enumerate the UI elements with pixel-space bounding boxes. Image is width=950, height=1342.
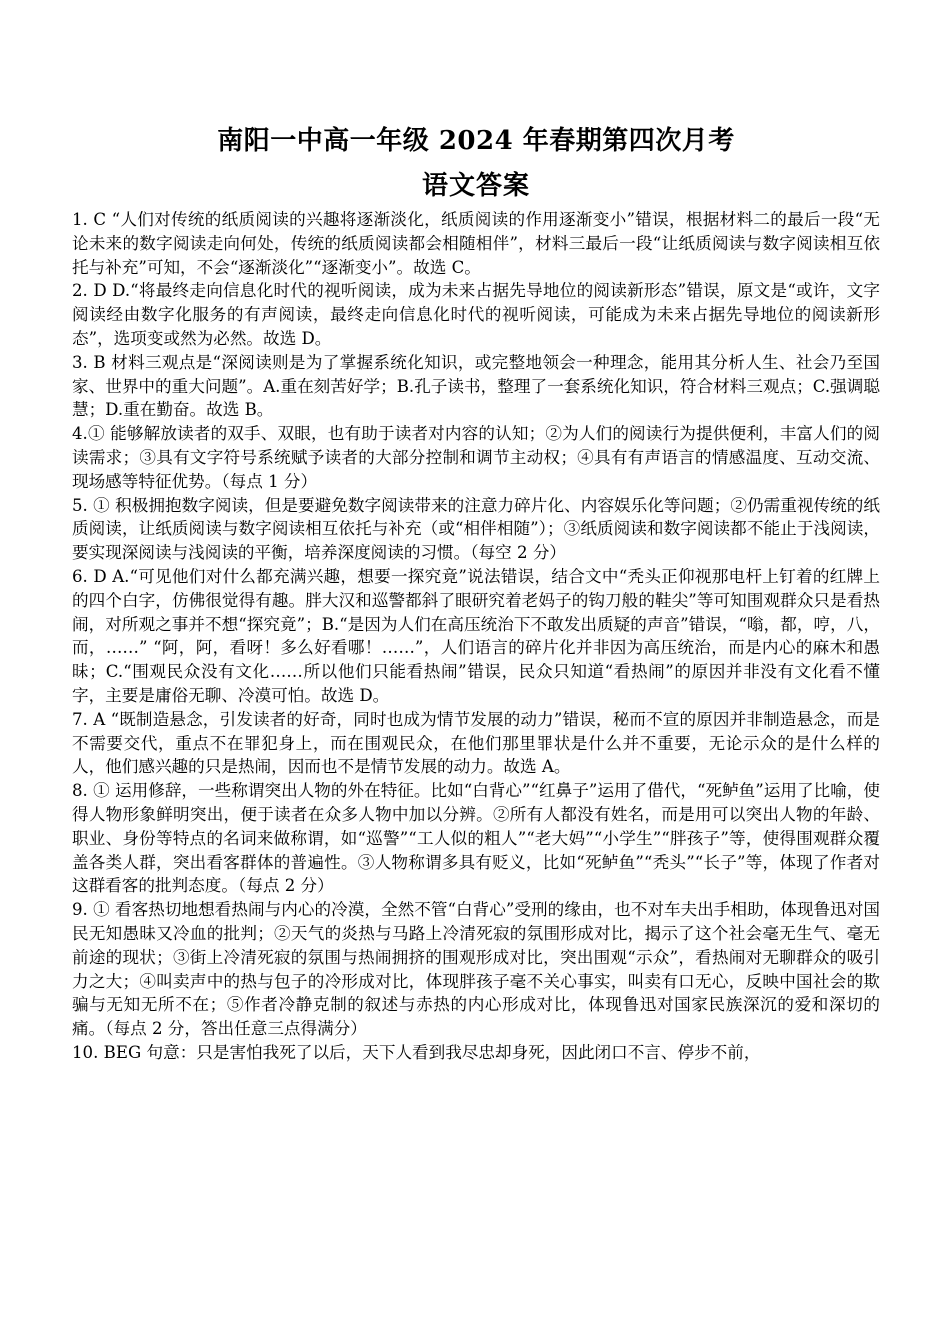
- answer-item-4: 4.① 能够解放读者的双手、双眼，也有助于读者对内容的认知；②为人们的阅读行为提供便利，丰富人们的阅读需求；③具有文字符号系统赋予读者的大部分控制和调节主动权；④具有有声语言的情感温度、互动交流、现场感等特征优势。（每点 1 分）: [72, 424, 880, 491]
- answer-item-5: 5. ① 积极拥抱数字阅读，但是要避免数字阅读带来的注意力碎片化、内容娱乐化等问题；②仍需重视传统的纸质阅读，让纸质阅读与数字阅读相互依托与补充（或“相伴相随”）；③纸质阅读和数字阅读都不能止于浅阅读，要实现深阅读与浅阅读的平衡，培养深度阅读的习惯。（每空 2 分）: [72, 495, 880, 563]
- page-title: 南阳一中高一年级 2024 年春期第四次月考: [217, 126, 735, 156]
- answer-item-2: 2. D D.“将最终走向信息化时代的视听阅读，成为未来占据先导地位的阅读新形态”错误，原文是“或许，文字阅读经由数字化服务的有声阅读，最终走向信息化时代的视听阅读，可能成为未来占据先导地位的阅读新形态”，选项变或然为必然。故选 D。: [72, 281, 880, 348]
- page-subtitle: 语文答案: [421, 171, 530, 201]
- answer-item-7: 7. A “既制造悬念，引发读者的好奇，同时也成为情节发展的动力”错误，秘而不宣的原因并非制造悬念，而是不需要交代，重点不在罪犯身上，而在围观民众，在他们那里罪状是什么并不重要，无论示众的是什么样的人，他们感兴趣的只是热闹，因而也不是情节发展的动力。故选 A。: [72, 709, 880, 777]
- answer-list: [72, 208, 880, 1065]
- answer-sheet: [72, 118, 880, 1065]
- answer-item-9: 9. ① 看客热切地想看热闹与内心的冷漠，全然不管“白背心”受刑的缘由，也不对车夫出手相助，体现鲁迅对国民无知愚昧又冷血的批判；②天气的炎热与马路上冷清死寂的氛围形成对比，揭示了这个社会毫无生气、毫无前途的现状；③街上冷清死寂的氛围与热闹拥挤的围观形成对比，突出围观“示众”，看热闹对无聊群众的吸引力之大；④叫卖声中的热与包子的冷形成对比，体现胖孩子毫不关心事实，叫卖有口无心，反映中国社会的欺骗与无知无所不在；⑤作者冷静克制的叙述与赤热的内心形成对比，体现鲁迅对国家民族深沉的爱和深切的痛。（每点 2 分，答出任意三点得满分）: [72, 900, 880, 1039]
- answer-item-1: 1. C “人们对传统的纸质阅读的兴趣将逐渐淡化，纸质阅读的作用逐渐变小”错误，根据材料二的最后一段“无论未来的数字阅读走向何处，传统的纸质阅读都会相随相伴”，材料三最后一段“让纸质阅读与数字阅读相互依托与补充”可知，不会“逐渐淡化”“逐渐变小”。故选 C。: [72, 210, 880, 277]
- answer-item-3: 3. B 材料三观点是“深阅读则是为了掌握系统化知识，或完整地领会一种理念，能用其分析人生、社会乃至国家、世界中的重大问题”。A.重在刻苦好学；B.孔子读书，整理了一套系统化知识，符合材料三观点；C.强调聪慧；D.重在勤奋。故选 B。: [72, 352, 880, 420]
- answer-item-8: 8. ① 运用修辞，一些称谓突出人物的外在特征。比如“白背心”“红鼻子”运用了借代，“死鲈鱼”运用了比喻，使得人物形象鲜明突出，便于读者在众多人物中加以分辨。②所有人都没有姓名，而是用可以突出人物的年龄、职业、身份等特点的名词来做称谓，如“巡警”“工人似的粗人”“老大妈”“小学生”“胖孩子”等，使得围观群众覆盖各类人群，突出看客群体的普遍性。③人物称谓多具有贬义，比如“死鲈鱼”“秃头”“长子”等，体现了作者对这群看客的批判态度。（每点 2 分）: [72, 781, 880, 896]
- answer-item-6: 6. D A.“可见他们对什么都充满兴趣，想要一探究竟”说法错误，结合文中“秃头正仰视那电杆上钉着的红牌上的四个白字，仿佛很觉得有趣。胖大汉和巡警都斜了眼研究着老妈子的钩刀般的鞋尖”等可知围观群众只是看热闹，对所观之事并不想“探究竟”；B.“是因为人们在高压统治下不敢发出质疑的声音”错误，“嗡，都，哼，八，而，……” “阿，阿，看呀！多么好看哪！……”，人们语言的碎片化并非因为高压统治，而是内心的麻木和愚昧；C.“围观民众没有文化……所以他们只能看热闹”错误，民众只知道“看热闹”的原因并非没有文化看不懂字，主要是庸俗无聊、冷漠可怕。故选 D。: [72, 566, 880, 705]
- answer-item-10: 10. BEG 句意：只是害怕我死了以后，天下人看到我尽忠却身死，因此闭口不言、停步不前，: [72, 1042, 761, 1062]
